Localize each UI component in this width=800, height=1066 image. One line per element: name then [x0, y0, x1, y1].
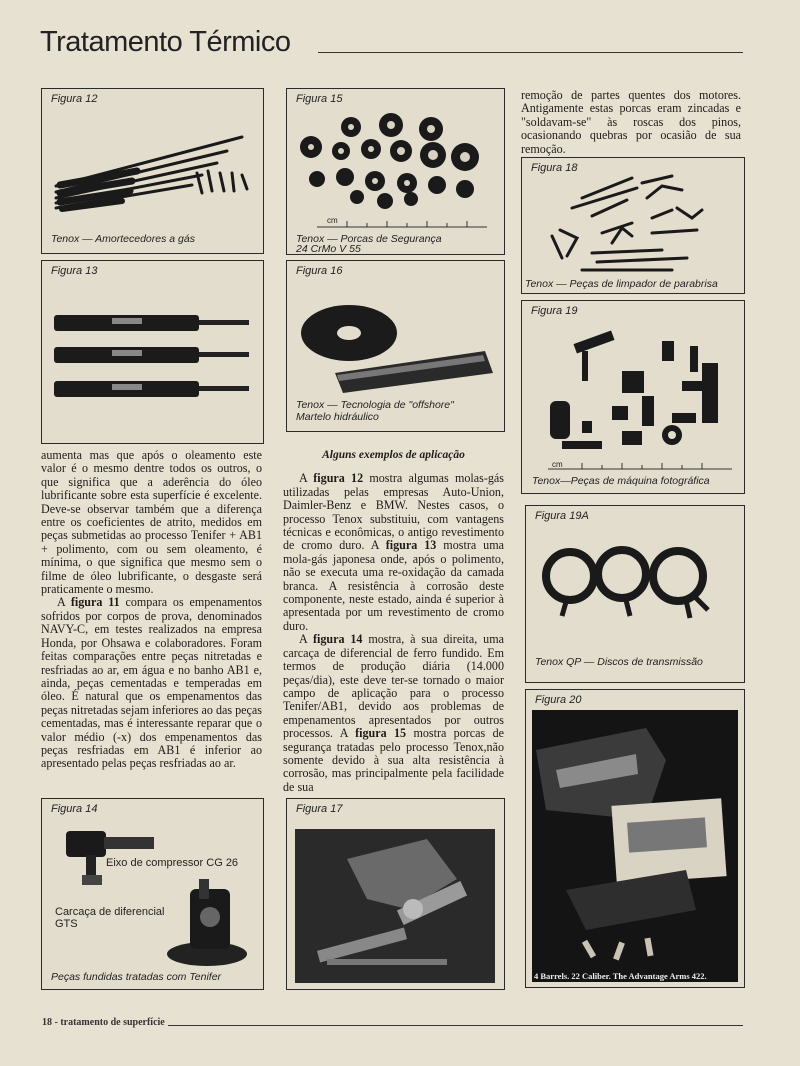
figure-12-caption: Tenox — Amortecedores a gás — [51, 233, 195, 245]
figure-20-ad-text: 4 Barrels. 22 Caliber. The Advantage Arms 422. — [534, 971, 707, 981]
page-title: Tratamento Térmico — [40, 26, 291, 58]
figure-13-reference: figura 13 — [385, 538, 437, 553]
left-paragraph-2 — [41, 596, 262, 770]
right-column-text — [521, 89, 741, 156]
figure-18-label: Figura 18 — [531, 162, 578, 174]
cast-parts-photo — [42, 799, 263, 989]
footer-rule — [168, 1025, 743, 1026]
left-p2-prefix: A — [57, 595, 71, 610]
figure-15-reference: figura 15 — [355, 726, 407, 741]
figure-19a-caption: Tenox QP — Discos de transmissão — [535, 656, 703, 668]
figure-16-caption-1: Tenox — Tecnologia de "offshore" — [296, 399, 454, 411]
figure-15 — [286, 88, 505, 255]
figure-14-reference: figura 14 — [312, 632, 363, 647]
figure-16-label: Figura 16 — [296, 265, 343, 277]
components-photo — [287, 799, 504, 989]
figure-14 — [41, 798, 264, 990]
figure-12-reference: figura 12 — [313, 471, 364, 486]
page-footer: 18 - tratamento de superfície — [42, 1017, 165, 1028]
figure-14-label: Figura 14 — [51, 803, 98, 815]
figure-15-label: Figura 15 — [296, 93, 343, 105]
figure-20 — [525, 689, 745, 988]
gas-springs-photo — [42, 89, 263, 253]
figure-13-label: Figura 13 — [51, 265, 98, 277]
middle-paragraph-2 — [283, 633, 504, 794]
mid-p1-b: mostra algumas molas-gás utilizadas pelas empresas Auto-Union, Daimler-Benz e BMW. Nestes casos, o processo Tenox substituiu, com vantagens técnicas e econômicas, o antigo revestimento de cromo duro. A — [283, 471, 504, 553]
figure-19-label: Figura 19 — [531, 305, 578, 317]
figure-19-caption: Tenox—Peças de máquina fotográfica — [532, 475, 710, 487]
differential-housing-label-1: Carcaça de diferencial — [55, 906, 165, 918]
mid-p1-a: A — [299, 471, 314, 486]
compressor-shaft-label: Eixo de compressor CG 26 — [106, 857, 239, 869]
figure-13 — [41, 260, 264, 444]
gas-spring-cylinders-photo — [42, 261, 263, 443]
figure-16-caption-2: Martelo hidráulico — [296, 411, 379, 423]
left-column-text — [41, 449, 262, 771]
figure-19a-label: Figura 19A — [535, 510, 589, 522]
ruler-unit-label: cm — [327, 216, 338, 225]
figure-15-caption-1: Tenox — Porcas de Segurança — [296, 233, 442, 245]
figure-16 — [286, 260, 505, 432]
figure-17-label: Figura 17 — [296, 803, 343, 815]
figure-11-reference: figura 11 — [70, 595, 120, 610]
figure-14-caption: Peças fundidas tratadas com Tenifer — [51, 971, 222, 983]
pistol-ad-photo — [526, 690, 744, 987]
safety-nuts-photo — [287, 89, 504, 254]
right-paragraph: remoção de partes quentes dos motores. Antigamente estas porcas eram zincadas e "soldavam-se" às roscas dos pinos, ocasionando quebras por ocasião de sua remoção. — [521, 88, 741, 156]
section-subheading: Alguns exemplos de aplicação — [322, 449, 465, 461]
figure-12 — [41, 88, 264, 254]
mid-p2-a: A — [299, 632, 313, 647]
figure-17 — [286, 798, 505, 990]
mid-p2-b: mostra, à sua direita, uma carcaça de diferencial de ferro fundido. Em termos de produção diária (14.000 peças/dia), este deve ter-se tornado o maior campo de aplicação para o processo Tenifer/AB1, devido aos problemas de empenamentos apresentados por outros processos. A — [283, 632, 504, 741]
figure-19 — [521, 300, 745, 494]
mid-p1-c: mostra uma mola-gás japonesa onde, após o polimento, não se executa uma re-oxidação da camada branca. A resistência à corrosão deste componente, neste estado, ainda é superior à apresentada por um revestimento de cromo duro. — [283, 538, 504, 633]
figure-18-caption: Tenox — Peças de limpador de parabrisa — [525, 278, 718, 290]
left-p2-body: compara os empenamentos sofridos por corpos de prova, denominados NAVY-C, em testes realizados na empresa Honda, por Ohsawa e colaboradores. Foram feitas comparações entre peças nitretadas e resfriadas ao ar, em água e no banho AB1 e, ainda, peças cementadas e temperadas em óleo. É natural que os empenamentos das peças nitretadas sejam inferiores ao das peças cementadas, mas é interessante reparar que o valor médio (-x) dos empenamentos das peças resfriadas em AB1 é inferior ao apresentado pelas peças resfriadas ao ar. — [41, 595, 263, 771]
differential-housing-label-2: GTS — [55, 918, 78, 930]
title-rule — [318, 52, 743, 53]
middle-paragraph-1 — [283, 472, 504, 633]
mid-p2-c: mostra porcas de segurança tratadas pelo processo Tenox,não somente devido à sua alta resistência à corrosão, mas principalmente pela facilidade de sua — [283, 726, 504, 794]
figure-18 — [521, 157, 745, 294]
ruler-unit-label-19: cm — [552, 460, 563, 469]
figure-20-label: Figura 20 — [535, 694, 582, 706]
wiper-parts-photo — [522, 158, 744, 293]
figure-15-caption-2: 24 CrMo V 55 — [296, 243, 361, 255]
figure-12-label: Figura 12 — [51, 93, 98, 105]
figure-19a — [525, 505, 745, 683]
left-paragraph-1: aumenta mas que após o oleamento este valor é o mesmo dentre todos os outros, o que significa que a aderência do óleo lubrificante sobre esta superfície é excelente. Deve-se observar também que a diferença entre os coeficientes de atrito, medidos em peças submetidas ao processo Tenifer + AB1 + polimento, com ou sem oleamento, é mínima, o que significa que mesmo sem o filme de óleo lubrificante, o desgaste será praticamente o mesmo. — [41, 448, 262, 597]
middle-column-text — [283, 449, 504, 794]
